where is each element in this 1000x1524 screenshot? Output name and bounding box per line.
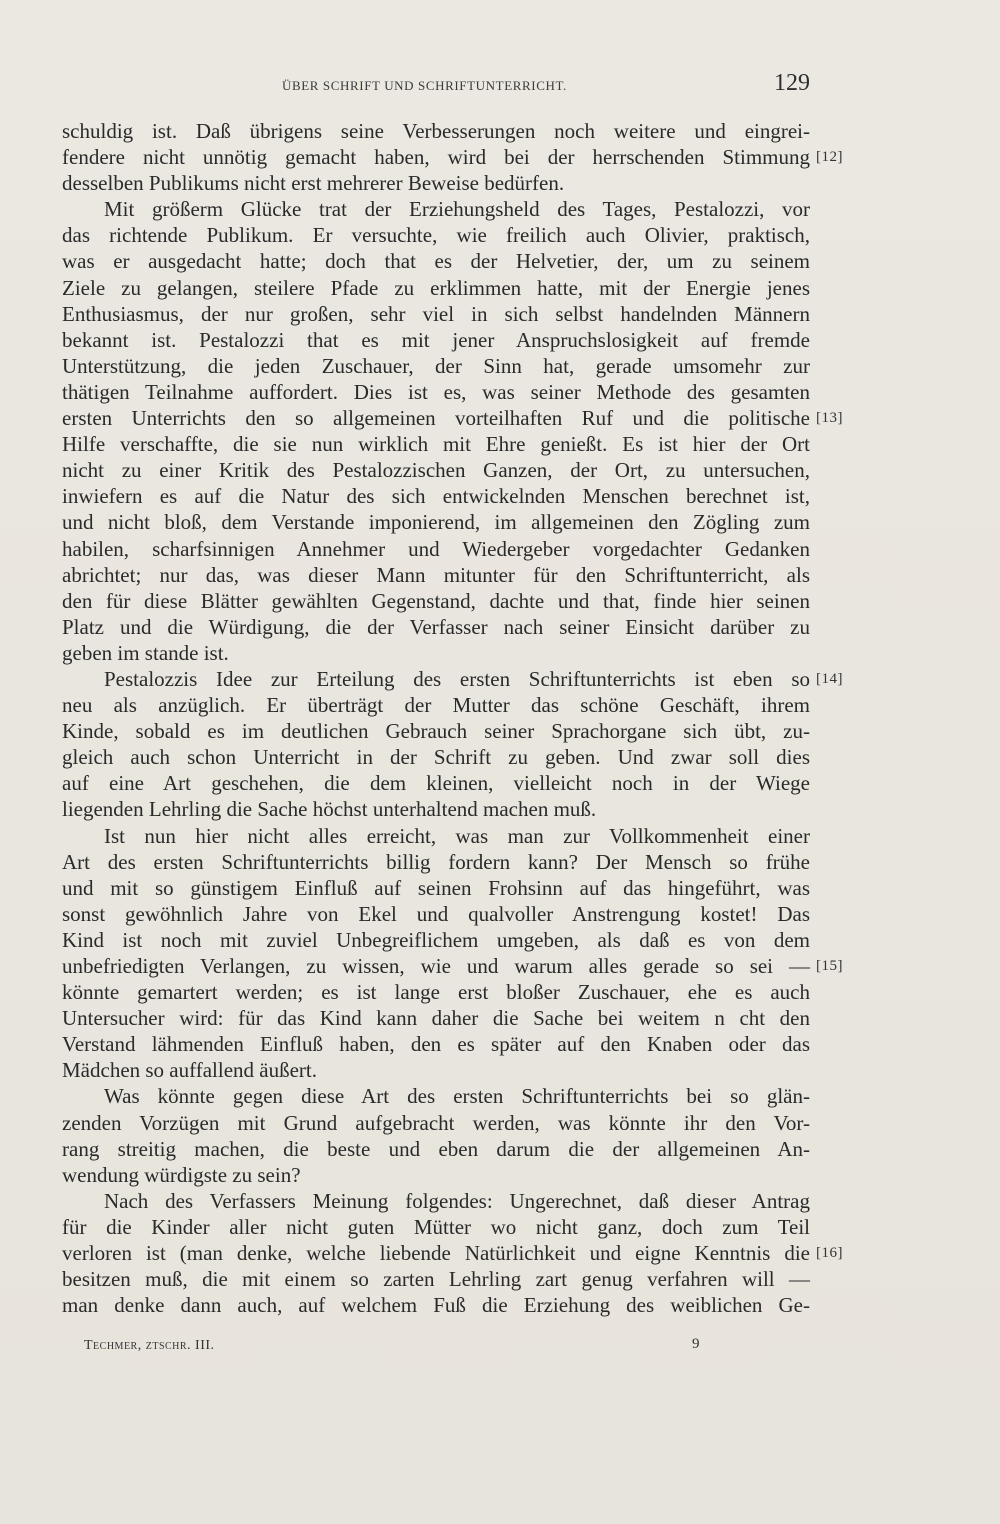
text-line-content: Kind ist noch mit zuviel Unbegreiflichem umgeben, als daß es von dem: [62, 927, 810, 952]
text-line: [62, 796, 810, 822]
text-line-content: rang streitig machen, die beste und eben darum die der allgemeinen An-: [62, 1136, 810, 1161]
text-line-content: Was könnte gegen diese Art des ersten Schriftunterrichts bei so glän-: [104, 1084, 810, 1109]
text-line: [62, 744, 810, 770]
body-text: [62, 118, 843, 1318]
text-line: [62, 327, 810, 353]
text-line-content: könnte gemartert werden; es ist lange erst bloßer Zuschauer, ehe es auch: [62, 980, 810, 1005]
text-line: [62, 614, 810, 640]
text-line-content: liegenden Lehrling die Sache höchst unterhaltend machen muß.: [62, 797, 597, 822]
page-header: [62, 70, 810, 104]
text-line: [62, 692, 810, 718]
text-line: [62, 927, 810, 953]
text-line: [62, 901, 810, 927]
text-line-content: Art des ersten Schriftunterrichts billig fordern kann? Der Mensch so frühe: [62, 849, 810, 874]
text-line-content: zenden Vorzügen mit Grund aufgebracht werden, was könnte ihr den Vor-: [62, 1110, 810, 1135]
text-line-content: Mädchen so auffallend äußert.: [62, 1058, 318, 1083]
text-line-content: wendung würdigste zu sein?: [62, 1162, 301, 1187]
text-line: [62, 1240, 843, 1266]
text-line: [62, 483, 810, 509]
text-line: [62, 849, 810, 875]
text-line-content: für die Kinder aller nicht guten Mütter wo nicht ganz, doch zum Teil: [62, 1214, 810, 1239]
text-line-content: man denke dann auch, auf welchem Fuß die Erziehung des weiblichen Ge-: [62, 1293, 810, 1318]
text-line-content: und nicht bloß, dem Verstande imponierend, im allgemeinen den Zögling zum: [62, 510, 810, 535]
text-line: [62, 144, 843, 170]
text-line: [62, 248, 810, 274]
text-line-content: verloren ist (man denke, welche liebende Natürlichkeit und eigne Kenntnis die: [62, 1241, 810, 1266]
page-number: 129: [774, 70, 810, 96]
text-line: [62, 1162, 810, 1188]
text-line-content: Verstand lähmenden Einfluß haben, den es später auf den Knaben oder das: [62, 1032, 810, 1057]
page-footer: [84, 1338, 824, 1362]
text-line: [62, 718, 810, 744]
text-line-content: habilen, scharfsinnigen Annehmer und Wiedergeber vorgedachter Gedanken: [62, 536, 810, 561]
text-line: [62, 536, 810, 562]
text-line-content: Platz und die Würdigung, die der Verfasser nach seiner Einsicht darüber zu: [62, 614, 810, 639]
text-line-content: Ziele zu gelangen, steilere Pfade zu erklimmen hatte, mit der Energie jenes: [62, 275, 810, 300]
text-line: [62, 953, 843, 979]
margin-reference: [14]: [816, 670, 843, 687]
text-line-content: Pestalozzis Idee zur Erteilung des ersten Schriftunterrichts ist eben so: [104, 666, 810, 691]
text-line: [62, 301, 810, 327]
text-line-content: thätigen Teilnahme auffordert. Dies ist es, was seiner Methode des gesamten: [62, 379, 810, 404]
text-line-content: Unterstützung, die jeden Zuschauer, der Sinn hat, gerade umsomehr zur: [62, 353, 810, 378]
signature-mark: 9: [692, 1336, 700, 1352]
text-line: [62, 666, 843, 692]
text-line-content: das richtende Publikum. Er versuchte, wie freilich auch Olivier, praktisch,: [62, 223, 810, 248]
text-line-content: nicht zu einer Kritik des Pestalozzischen Ganzen, der Ort, zu untersuchen,: [62, 458, 810, 483]
text-line-content: neu als anzüglich. Er überträgt der Mutter das schöne Geschäft, ihrem: [62, 693, 810, 718]
text-line: [62, 640, 810, 666]
margin-reference: [13]: [816, 410, 843, 427]
text-line-content: Mit größerm Glücke trat der Erziehungsheld des Tages, Pestalozzi, vor: [104, 197, 810, 222]
text-line: [62, 562, 810, 588]
text-line-content: sonst gewöhnlich Jahre von Ekel und qualvoller Anstrengung kostet! Das: [62, 901, 810, 926]
text-line-content: Enthusiasmus, der nur großen, sehr viel in sich selbst handelnden Männern: [62, 301, 810, 326]
text-line: [62, 875, 810, 901]
text-line: [62, 1266, 810, 1292]
text-line-content: bekannt ist. Pestalozzi that es mit jener Anspruchslosigkeit auf fremde: [62, 327, 810, 352]
text-line: [62, 405, 843, 431]
text-line: [62, 353, 810, 379]
text-line-content: Untersucher wird: für das Kind kann daher die Sache bei weitem n cht den: [62, 1006, 810, 1031]
running-head: ÜBER SCHRIFT UND SCHRIFTUNTERRICHT.: [282, 78, 567, 93]
text-line: [62, 1110, 810, 1136]
text-line-content: auf eine Art geschehen, die dem kleinen, vielleicht noch in der Wiege: [62, 771, 810, 796]
text-line: [62, 118, 810, 144]
text-line-content: Nach des Verfassers Meinung folgendes: Ungerechnet, daß dieser Antrag: [104, 1188, 810, 1213]
text-line-content: und mit so günstigem Einfluß auf seinen Frohsinn auf das hingeführt, was: [62, 875, 810, 900]
text-line: [62, 457, 810, 483]
text-line-content: abrichtet; nur das, was dieser Mann mitunter für den Schriftunterricht, als: [62, 562, 810, 587]
text-line-content: fendere nicht unnötig gemacht haben, wird bei der herrschenden Stimmung: [62, 145, 810, 170]
text-line: [62, 196, 810, 222]
text-line-content: inwiefern es auf die Natur des sich entwickelnden Menschen berechnet ist,: [62, 484, 810, 509]
text-line-content: ersten Unterrichts den so allgemeinen vorteilhaften Ruf und die politische: [62, 406, 810, 431]
text-line-content: besitzen muß, die mit einem so zarten Lehrling zart genug verfahren will —: [62, 1267, 810, 1292]
text-line: [62, 1005, 810, 1031]
text-line-content: Kinde, sobald es im deutlichen Gebrauch seiner Sprachorgane sich übt, zu-: [62, 719, 810, 744]
text-line: [62, 431, 810, 457]
text-line-content: desselben Publikums nicht erst mehrerer Beweise bedürfen.: [62, 171, 565, 196]
text-line: [62, 770, 810, 796]
text-line-content: Hilfe verschaffte, die sie nun wirklich mit Ehre genießt. Es ist hier der Ort: [62, 432, 810, 457]
footer-source: Techmer, ztschr. III.: [84, 1338, 215, 1353]
text-line: [62, 509, 810, 535]
text-line: [62, 1292, 810, 1318]
text-line: [62, 979, 810, 1005]
text-line: [62, 1214, 810, 1240]
margin-reference: [15]: [816, 958, 843, 974]
text-line: [62, 1188, 810, 1214]
text-line-content: unbefriedigten Verlangen, zu wissen, wie und warum alles gerade so sei —: [62, 954, 810, 978]
text-line: [62, 170, 810, 196]
text-line-content: schuldig ist. Daß übrigens seine Verbesserungen noch weitere und eingrei-: [62, 119, 810, 143]
text-line-content: gleich auch schon Unterricht in der Schrift zu geben. Und zwar soll dies: [62, 745, 810, 770]
margin-reference: [16]: [816, 1245, 843, 1262]
text-line: [62, 823, 810, 849]
text-line: [62, 275, 810, 301]
text-line: [62, 1136, 810, 1162]
text-line-content: was er ausgedacht hatte; doch that es der Helvetier, der, um zu seinem: [62, 249, 810, 274]
text-line: [62, 1031, 810, 1057]
text-line: [62, 1057, 810, 1083]
margin-reference: [12]: [816, 149, 843, 166]
text-line-content: geben im stande ist.: [62, 640, 229, 665]
text-line: [62, 588, 810, 614]
text-line-content: den für diese Blätter gewählten Gegenstand, dachte und that, finde hier seinen: [62, 588, 810, 613]
text-line-content: Ist nun hier nicht alles erreicht, was man zur Vollkommenheit einer: [104, 823, 810, 848]
text-line: [62, 1083, 810, 1109]
text-line: [62, 222, 810, 248]
text-line: [62, 379, 810, 405]
